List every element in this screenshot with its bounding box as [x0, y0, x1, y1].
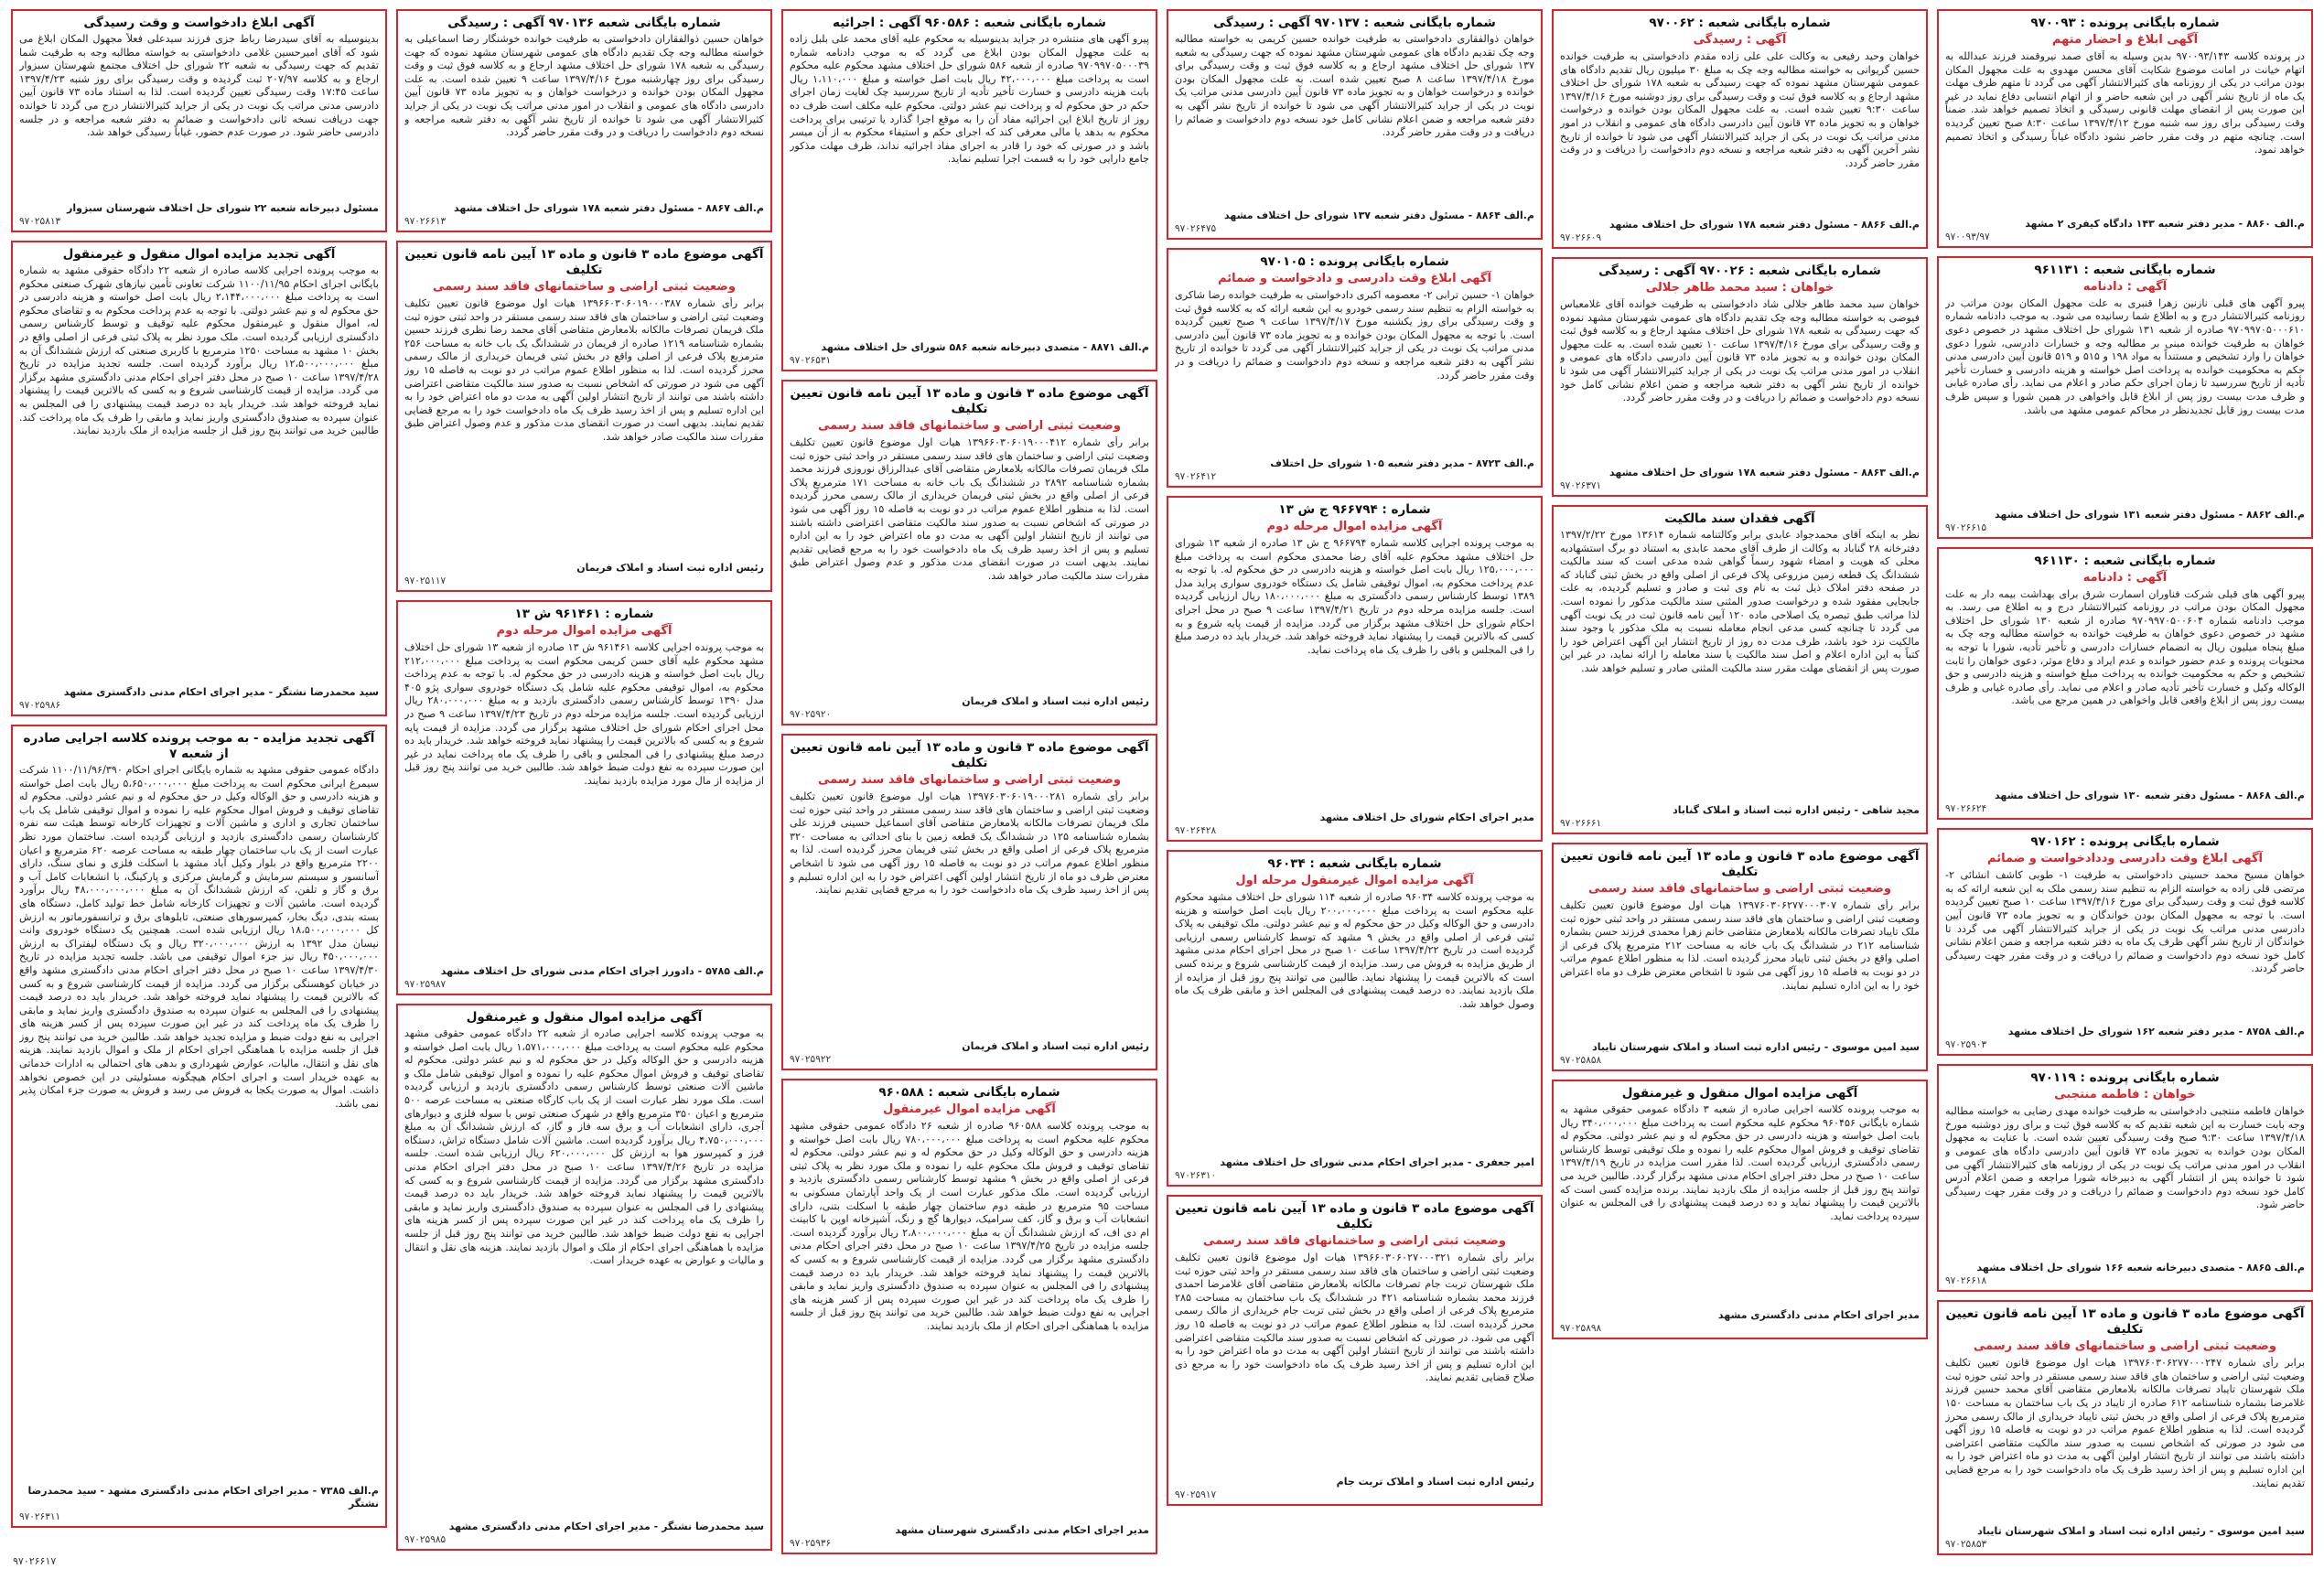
legal-notice [1937, 1300, 2313, 1555]
notice-code: ۹۷۰۲۶۶۱۸ [1945, 1275, 1987, 1287]
notice-code: ۹۷۰۲۶۴۷۵ [1175, 223, 1217, 234]
notice-code: ۹۷۰۲۶۶۱۳ [404, 216, 447, 227]
legal-notice [1937, 828, 2313, 1056]
notice-body: به موجب پرونده کلاسه ۹۶۰۵۸۸ صادره از شعبه ۲۶ دادگاه عمومی حقوقی مشهد محکوم علیه محکوم است به پرداخت مبلغ ۷۸۰،۰۰۰،۰۰۰ ریال بابت اصل خواسته و هزینه دادرسی و حق الوکاله وکیل در حق محکوم له و نیم عشر دولتی. محکوم له تقاضای توقیف و فروش ملک محکوم علیه را نموده و ملک مورد نظر به پلاک ثبتی فرعی از اصلی واقع در بخش ۹ مشهد توسط کارشناس رسمی دادگستری بازدید و ارزیابی گردیده است. ملک مذکور عبارت است از یک واحد آپارتمان مسکونی به مساحت ۹۵ مترمربع در طبقه دوم ساختمان چهار طبقه با اسکلت بتنی، دارای انشعابات آب و برق و گاز، کف سرامیک، دیوارها گچ و رنگ، آشپزخانه اوپن با کابینت ام دی اف، که ارزش ششدانگ آن به مبلغ ۲،۸۰۰،۰۰۰،۰۰۰ ریال برآورد گردیده است. جلسه مزایده در تاریخ ۱۳۹۷/۴/۲۵ ساعت ۱۰ صبح در محل دفتر اجرای احکام مدنی دادگستری مشهد برگزار می گردد. مزایده از قیمت کارشناسی شروع و به کسی که بالاترین قیمت را پیشنهاد نماید فروخته خواهد شد. خریدار باید ده درصد قیمت پیشنهادی را فی المجلس به عنوان سپرده به صندوق دادگستری واریز نماید و مابقی را ظرف یک ماه پرداخت کند در غیر این صورت سپرده پس از کسر هزینه های اجرایی به نفع دولت ضبط خواهد شد. طالبین خرید می توانند پنج روز قبل از جلسه مزایده با هماهنگی اجرای احکام از ملک بازدید نمایند. [790, 1120, 1149, 1332]
notice-subheading: وضعیت ثبتی اراضی و ساختمانهای فاقد سند رسمی [1203, 1234, 1506, 1248]
notice-code: ۹۷۰۲۵۹۲۲ [790, 1054, 832, 1065]
notice-columns [11, 9, 2313, 1555]
notice-signature: مدیر اجرای احکام مدنی دادگستری مشهد [1717, 1309, 1920, 1321]
notice-signature: م.الف ۸۸۶۸ - مسئول دفتر شعبه ۱۳۰ شورای حل اختلاف مشهد [1994, 790, 2305, 802]
notice-body: برابر رأی شماره ۱۳۹۶۶۰۳۰۶۰۱۹۰۰۰۴۱۲ هیات اول موضوع قانون تعیین تکلیف وضعیت ثبتی اراضی و ساختمان های فاقد سند رسمی مستقر در واحد ثبتی حوزه ثبت ملک فریمان تصرفات مالکانه بلامعارض متقاضی آقای عبدالرزاق نوروزی فرزند محمد بشماره شناسنامه ۲۸۹۲ در ششدانگ یک باب خانه به مساحت ۱۷۱ مترمربع پلاک فرعی از اصلی واقع در بخش ثبتی فریمان خریداری از مالک رسمی محرز گردیده است. لذا به منظور اطلاع عموم مراتب در دو نوبت به فاصله ۱۵ روز آگهی می شود در صورتی که اشخاص نسبت به صدور سند مالکیت متقاضی اعتراضی داشته باشند می توانند از تاریخ انتشار اولین آگهی به مدت دو ماه اعتراض خود را به این اداره تسلیم و پس از اخذ رسید ظرف یک ماه دادخواست خود را به مرجع قضایی تقدیم نمایند. بدیهی است در صورت انقضای مدت مذکور و عدم وصول اعتراض طبق مقررات سند مالکیت صادر خواهد شد. [790, 436, 1149, 582]
notice-body: پیرو آگهی های قبلی نازنین زهرا قنبری به علت مجهول المکان بودن مراتب در روزنامه کثیرالانتشار درج و به اطلاع شما رسانیده می شود. به موجب دادنامه شماره ۹۷۰۹۹۷۰۵۰۰۰۶۱۰ صادره از شعبه ۱۳۱ شورای حل اختلاف مشهد در خصوص دعوی خواهان به طرفیت خوانده مبنی بر مطالبه وجه و خسارات دادرسی، شورا دعوی خواهان را وارد تشخیص و مستنداً به مواد ۱۹۸ و ۵۱۵ و ۵۱۹ قانون آیین دادرسی مدنی حکم به محکومیت خوانده به پرداخت اصل خواسته و هزینه دادرسی و خسارت تأخیر تأدیه از تاریخ سررسید تا زمان اجرای حکم صادر و اعلام می نماید. رأی صادره غیابی و ظرف مدت بیست روز پس از ابلاغ قابل واخواهی در همین شورا و سپس ظرف مدت بیست روز قابل تجدیدنظر در محاکم عمومی مشهد می باشد. [1945, 296, 2305, 416]
notice-heading: شماره بایگانی شعبه ۹۷۰۱۳۶ آگهی : رسیدگی [447, 16, 721, 30]
notice-heading: آگهی موضوع ماده ۳ قانون و ماده ۱۳ آیین نامه قانون تعیین تکلیف [1945, 1306, 2305, 1338]
notice-code: ۹۷۰۲۵۸۱۳ [19, 216, 61, 227]
notice-heading: شماره بایگانی شعبه : ۹۶۱۱۳۰ [2034, 553, 2216, 568]
notice-heading: شماره بایگانی پرونده : ۹۷۰۱۶۲ [2030, 834, 2220, 850]
notice-code: ۹۷۰۲۵۹۸۵ [404, 1534, 447, 1545]
notice-signature: م.الف ۸۸۶۶ - مسئول دفتر شعبه ۱۷۸ شورای حل اختلاف مشهد [1609, 219, 1920, 231]
legal-notice [396, 600, 772, 995]
notice-body: برابر رأی شماره ۱۳۹۶۶۰۳۰۶۰۱۹۰۰۰۳۸۷ هیات اول موضوع قانون تعیین تکلیف وضعیت ثبتی اراضی و ساختمان های فاقد سند رسمی مستقر در واحد ثبتی حوزه ثبت ملک فریمان تصرفات مالکانه بلامعارض متقاضی آقای محمد رضا نظری فرزند حسین بشماره شناسنامه ۱۲۱۹ صادره از فریمان در ششدانگ یک باب خانه به مساحت ۲۵۶ مترمربع پلاک فرعی از اصلی واقع در بخش ثبتی فریمان خریداری از مالک رسمی محرز گردیده است. لذا به منظور اطلاع عموم مراتب در دو نوبت به فاصله ۱۵ روز آگهی می شود در صورتی که اشخاص نسبت به صدور سند مالکیت متقاضی اعتراضی داشته باشند می توانند از تاریخ انتشار اولین آگهی به مدت دو ماه اعتراض خود را به این اداره تسلیم و پس از اخذ رسید ظرف یک ماه دادخواست خود را به مرجع قضایی تقدیم نمایند. بدیهی است در صورت انقضای مدت مذکور و عدم وصول اعتراض طبق مقررات سند مالکیت صادر خواهد شد. [404, 297, 764, 443]
legal-notice [11, 725, 387, 1528]
notice-subheading: آگهی مزایده اموال مرحله دوم [1266, 520, 1443, 533]
notice-heading: شماره بایگانی پرونده : ۹۷۰۱۱۹ [2030, 1070, 2220, 1086]
legal-notice [396, 1004, 772, 1551]
notice-code: ۹۷۰۲۶۶۲۴ [1945, 803, 1987, 815]
notice-code: ۹۷۰۲۵۸۹۸ [1560, 1323, 1602, 1334]
notice-code: ۹۷۰۲۶۳۷۱ [1560, 480, 1602, 491]
notice-heading: آگهی تجدید مزایده - به موجب پرونده کلاسه اجرایی صادره از شعبه ۷ [23, 731, 375, 761]
notice-heading: آگهی فقدان سند مالکیت [1664, 511, 1815, 526]
notice-signature: رئیس اداره ثبت اسناد و املاک تربت جام [1336, 1476, 1534, 1488]
notice-body: خواهان مسیح محمد حسینی دادخواستی به طرفیت ۱- طوبی کاشف انشائی ۲- مرتضی قلی زاده به خواسته الزام به تنظیم سند رسمی ملک به این شعبه ارائه که به کلاسه فوق ثبت و وقت رسیدگی برای مورخ ۱۳۹۷/۴/۱۶ ساعت ۱۰ صبح تعیین گردیده است. با توجه به مجهول المکان بودن خواندگان و به تجویز ماده ۷۳ قانون آیین دادرسی مدنی مراتب یک نوبت در یکی از جراید کثیرالانتشار آگهی می گردد تا خواندگان از تاریخ نشر آگهی ظرف یک ماه به دفتر شعبه مراجعه و ضمن اعلام نشانی کامل خود نسخه دوم دادخواست و ضمائم را دریافت و در وقت مقرر جهت رسیدگی حاضر گردند. [1945, 869, 2305, 975]
legal-notice [781, 1079, 1157, 1554]
legal-notice [781, 734, 1157, 1070]
notice-heading: آگهی موضوع ماده ۳ قانون و ماده ۱۳ آیین نامه قانون تعیین تکلیف [790, 740, 1149, 770]
notice-heading: شماره : ۹۶۱۴۶۱ ش ۱۳ [514, 607, 654, 621]
notice-column [11, 9, 387, 1555]
notice-subheading: آگهی : رسیدگی [1693, 33, 1787, 47]
notice-code: ۹۷۰۲۶۶۶۱ [1560, 818, 1602, 829]
notice-body: برابر رأی شماره ۱۳۹۶۶۰۳۰۶۰۲۷۰۰۰۳۲۱ هیات اول موضوع قانون تعیین تکلیف وضعیت ثبتی اراضی و ساختمان های فاقد سند رسمی مستقر در واحد ثبتی حوزه ثبت ملک شهرستان تربت جام تصرفات مالکانه بلامعارض متقاضی آقای غلامرضا احمدی فرزند محمد بشماره شناسنامه ۴۲۱ در ششدانگ یک باب ساختمان به مساحت ۲۸۵ مترمربع پلاک فرعی از اصلی واقع در بخش ثبتی تربت جام خریداری از مالک رسمی محرز گردیده است. لذا به منظور اطلاع عموم مراتب در دو نوبت به فاصله ۱۵ روز آگهی می شود. در صورتی که اشخاص نسبت به صدور سند مالکیت متقاضی اعتراضی داشته باشند می توانند از تاریخ انتشار اولین آگهی به مدت دو ماه اعتراض خود را به این اداره تسلیم و پس از اخذ رسید ظرف یک ماه دادخواست خود را به مرجع ذی صلاح قضایی تقدیم نمایند. [1175, 1252, 1534, 1384]
notice-body: در پرونده کلاسه ۹۷۰۰۹۳/۱۴۳ بدین وسیله به آقای صمد نیروقمند فرزند عبدالله به اتهام خیانت در امانت موضوع شکایت آقای محسن مهدوی به علت مجهول المکان بودن مراتب در یکی از روزنامه های کثیرالانتشار آگهی می گردد تا متهم ظرف مهلت یک ماه از تاریخ نشر آگهی در این شعبه حاضر و از اتهام انتسابی دفاع نماید در غیر این صورت پس از انقضای مهلت قانونی رسیدگی و اتخاذ تصمیم خواهد شد. ضمناً وقت رسیدگی برای روز سه شنبه مورخ ۱۳۹۷/۴/۱۲ ساعت ۸:۳۰ صبح تعیین گردیده است. چنانچه متهم در وقت مقرر حاضر نشود دادگاه غیاباً رسیدگی و اتخاذ تصمیم خواهد نمود. [1945, 50, 2305, 156]
notice-signature: سید امین موسوی - رئیس اداره ثبت اسناد و املاک شهرستان تایباد [1592, 1041, 1920, 1053]
notice-heading: شماره : ۹۶۶۷۹۴ ج ش ۱۳ [1278, 502, 1431, 517]
notice-signature: م.الف ۸۷۲۳ - مدیر دفتر شعبه ۱۰۵ شورای حل اختلاف [1270, 457, 1534, 469]
notice-code: ۹۷۰۲۵۸۵۸ [1560, 1055, 1602, 1066]
notice-heading: آگهی موضوع ماده ۳ قانون و ماده ۱۳ آیین نامه قانون تعیین تکلیف [790, 386, 1149, 416]
legal-notice [1167, 850, 1543, 1187]
notice-heading: آگهی ابلاغ دادخواست و وقت رسیدگی [83, 16, 315, 30]
notice-subheading: آگهی ابلاغ و احضار متهم [2051, 33, 2199, 47]
notice-heading: شماره بایگانی شعبه : ۹۶۰۵۸۸ [878, 1085, 1060, 1100]
notice-subheading: وضعیت ثبتی اراضی و ساختمانهای فاقد سند رسمی [818, 773, 1121, 787]
notice-body: به موجب پرونده کلاسه اجرایی صادره از شعبه ۲۲ دادگاه عمومی حقوقی مشهد محکوم علیه محکوم است به پرداخت مبلغ ۱،۵۷۱،۰۰۰،۰۰۰ ریال بابت اصل خواسته و هزینه دادرسی و حق الوکاله وکیل در حق محکوم له و نیم عشر دولتی. محکوم له تقاضای توقیف و فروش اموال محکوم علیه را نموده و اموال توقیفی شامل ملک و ماشین آلات صنعتی توسط کارشناس رسمی دادگستری بازدید و ارزیابی گردیده است. ملک مورد نظر عبارت است از یک باب کارگاه صنعتی به مساحت عرصه ۵۰۰ مترمربع و اعیان ۳۵۰ مترمربع واقع در شهرک صنعتی توس با سوله فلزی و دیوارهای آجری، دارای انشعابات آب و برق سه فاز و گاز، که ارزش ششدانگ آن به مبلغ ۴،۷۵۰،۰۰۰،۰۰۰ ریال برآورد گردیده است. ماشین آلات شامل دستگاه تراش، دستگاه فرز و کمپرسور هوا به ارزش کل ۶۲۰،۰۰۰،۰۰۰ ریال ارزیابی شده است. جلسه مزایده در تاریخ ۱۳۹۷/۴/۲۶ ساعت ۱۰ صبح در محل دفتر اجرای احکام مدنی دادگستری مشهد برگزار می گردد. مزایده از قیمت کارشناسی شروع و به کسی که بالاترین قیمت را پیشنهاد نماید فروخته خواهد شد. خریدار باید ده درصد قیمت پیشنهادی را فی المجلس به عنوان سپرده به صندوق دادگستری واریز نماید و مابقی را ظرف یک ماه پرداخت کند در غیر این صورت سپرده پس از کسر هزینه های اجرایی به نفع دولت ضبط خواهد شد. طالبین خرید می توانند پنج روز قبل از جلسه مزایده با هماهنگی اجرای احکام از ملک و اموال بازدید نمایند. هزینه های نقل و انتقال و مالیات و عوارض به عهده خریدار است. [404, 1027, 764, 1267]
notice-signature: مسئول دبیرخانه شعبه ۲۲ شورای حل اختلاف شهرستان سبزوار [67, 202, 379, 214]
notice-code: ۹۷۰۲۵۱۱۷ [404, 575, 447, 586]
notice-subheading: آگهی : دادنامه [2082, 570, 2168, 585]
legal-notice [1167, 496, 1543, 842]
notice-signature: م.الف ۸۸۷۱ - متصدی دبیرخانه شعبه ۵۸۶ شورای حل اختلاف مشهد [821, 341, 1149, 353]
legal-notice [1552, 1080, 1928, 1339]
legal-notice [396, 241, 772, 592]
notice-heading: آگهی موضوع ماده ۳ قانون و ماده ۱۳ آیین نامه قانون تعیین تکلیف [1560, 849, 1920, 879]
notice-body: به موجب پرونده کلاسه ۹۶۰۳۴ صادره از شعبه ۱۱۴ شورای حل اختلاف مشهد محکوم علیه محکوم است به پرداخت مبلغ ۲۰۰،۰۰۰،۰۰۰ ریال بابت اصل خواسته و هزینه دادرسی و حق الوکاله وکیل در حق محکوم له و نیم عشر دولتی. ملک توقیفی به پلاک ثبتی فرعی از اصلی واقع در بخش ۹ مشهد که توسط کارشناس رسمی ارزیابی گردیده است در تاریخ ۱۳۹۷/۴/۲۲ ساعت ۱۰ صبح در محل اجرای احکام مدنی مشهد از طریق مزایده به فروش می رسد. مزایده از قیمت کارشناسی شروع و برنده کسی است که بالاترین قیمت را پیشنهاد نماید. طالبین می توانند پنج روز قبل از مزایده از ملک بازدید نمایند. ده درصد قیمت پیشنهادی فی المجلس اخذ و مابقی ظرف یک ماه وصول خواهد شد. [1175, 891, 1534, 1010]
notice-column [1167, 9, 1543, 1555]
notice-body: برابر رأی شماره ۱۳۹۷۶۰۳۰۶۲۷۷۰۰۰۲۴۷ هیات اول موضوع قانون تعیین تکلیف وضعیت ثبتی اراضی و ساختمان های فاقد سند رسمی مستقر در واحد ثبتی حوزه ثبت ملک شهرستان تایباد تصرفات مالکانه بلامعارض متقاضی آقای محمد حسین فرزند غلامرضا بشماره شناسنامه ۶۱۲ صادره از تایباد در یک باب ساختمان به مساحت ۱۵۰ مترمربع پلاک فرعی از اصلی واقع در بخش ثبتی تایباد خریداری از مالک رسمی محرز گردیده است. لذا به منظور اطلاع عموم مراتب در دو نوبت به فاصله ۱۵ روز آگهی می شود در صورتی که اشخاص نسبت به صدور سند مالکیت متقاضی اعتراضی داشته باشند می توانند از تاریخ انتشار اولین آگهی به مدت دو ماه اعتراض خود را به این اداره تسلیم و پس از اخذ رسید ظرف یک ماه دادخواست خود را به مرجع قضایی تقدیم نمایند. [1945, 1357, 2305, 1489]
notice-column [1552, 9, 1928, 1555]
notice-heading: شماره بایگانی شعبه : ۹۷۰۰۶۲ [1649, 16, 1831, 30]
notice-signature: م.الف ۸۸۶۰ - مدیر دفتر شعبه ۱۴۳ دادگاه کیفری ۲ مشهد [2025, 217, 2305, 230]
notice-body: بدینوسیله به آقای سیدرضا رباط جزی فرزند سیدعلی فعلاً مجهول المکان ابلاغ می شود که آقای امیرحسین غلامی دادخواستی به خواسته مطالبه وجه به طرفیت شما تقدیم که جهت رسیدگی به شعبه ۲۲ شورای حل اختلاف مجتمع شهرستان سبزوار ارجاع و به کلاسه ۲۰۷/۹۷ ثبت گردیده و وقت رسیدگی برای روز شنبه ۱۳۹۷/۴/۲۳ ساعت ۱۷:۴۵ وقت رسیدگی تعیین گردیده است. لذا به استناد ماده ۷۳ قانون آیین دادرسی مدنی مراتب یک نوبت در یکی از جراید کثیرالانتشار درج می گردد تا خوانده جهت دریافت نسخه ثانی دادخواست و ضمائم به دفتر شعبه مراجعه و در جلسه دادرسی حاضر شود. در صورت عدم حضور، غیاباً رسیدگی خواهد شد. [19, 33, 379, 139]
notice-subheading: آگهی مزایده اموال غیرمنقول مرحله اول [1235, 874, 1474, 887]
notice-signature: م.الف ۸۷۵۸ - مدیر دفتر شعبه ۱۶۲ شورای حل اختلاف مشهد [2007, 1026, 2305, 1038]
notice-body: خواهان ۱- حسین ترابی ۲- معصومه اکبری دادخواستی به طرفیت خوانده رضا شاکری به خواسته الزام به تنظیم سند رسمی خودرو به این شعبه ارائه که به کلاسه فوق ثبت و وقت رسیدگی برای روز یکشنبه مورخ ۱۳۹۷/۴/۱۷ ساعت ۹ صبح تعیین گردیده است. با توجه به مجهول المکان بودن خوانده و به تجویز ماده ۷۳ قانون آیین دادرسی مدنی مراتب یک نوبت در یکی از جراید کثیرالانتشار آگهی می گردد تا خوانده از تاریخ نشر آگهی به دفتر شعبه مراجعه و نسخه دوم دادخواست و ضمائم را دریافت و در وقت مقرر حاضر گردد. [1175, 289, 1534, 382]
notice-code: ۹۷۰۲۵۹۲۰ [790, 709, 832, 720]
notice-body: برابر رأی شماره ۱۳۹۷۶۰۳۰۶۲۷۷۰۰۰۳۰۷ هیات اول موضوع قانون تعیین تکلیف وضعیت ثبتی اراضی و ساختمان های فاقد سند رسمی مستقر در واحد ثبتی حوزه ثبت ملک تایباد تصرفات مالکانه بلامعارض متقاضی خانم زهرا محمدی فرزند حسن بشماره شناسنامه ۲۱۲ در ششدانگ یک باب خانه به مساحت ۲۱۲ مترمربع پلاک فرعی از اصلی واقع در بخش ثبتی تایباد محرز گردیده است. لذا به منظور اطلاع عموم مراتب در دو نوبت به فاصله ۱۵ روز آگهی می شود تا اشخاص معترض ظرف دو ماه اعتراض خود را به این اداره تسلیم نمایند. [1560, 899, 1920, 992]
legal-notice [1552, 257, 1928, 497]
notice-code: ۹۷۰۲۵۹۱۷ [1175, 1489, 1217, 1500]
notice-signature: م.الف ۸۸۶۵ - متصدی دبیرخانه شعبه ۱۶۶ شورای حل اختلاف مشهد [1976, 1262, 2305, 1274]
notice-signature: مدیر اجرای احکام شورای حل اختلاف مشهد [1319, 811, 1534, 823]
notice-column [396, 9, 772, 1555]
notice-code: ۹۷۰۲۶۳۱۰ [1175, 1170, 1217, 1181]
notice-signature: امیر جعفری - مدیر اجرای احکام مدنی شورای حل اختلاف مشهد [1220, 1156, 1534, 1168]
legal-notice [1937, 256, 2313, 539]
notice-signature: م.الف ۷۳۸۵ - مدیر اجرای احکام مدنی دادگستری مشهد - سید محمدرضا نشتگر [27, 1485, 379, 1510]
notice-subheading: آگهی مزایده اموال مرحله دوم [496, 624, 672, 638]
notice-signature: رئیس اداره ثبت اسناد و املاک فریمان [962, 1040, 1149, 1052]
notice-code: ۹۷۰۲۶۴۱۲ [1175, 471, 1217, 482]
notice-signature: م.الف ۸۸۶۳ - مسئول دفتر شعبه ۱۷۸ شورای حل اختلاف مشهد [1609, 467, 1920, 478]
notice-body: پیرو آگهی های منتشره در جراید بدینوسیله به محکوم علیه آقای محمد علی بلبل زاده به علت مجهول المکان بودن ابلاغ می گردد که به موجب دادنامه شماره ۹۷۰۹۹۷۰۵۰۰۰۳۹ صادره از شعبه ۵۸۶ شورای حل اختلاف مشهد محکوم علیه محکوم است به پرداخت مبلغ ۴۲،۰۰۰،۰۰۰ ریال بابت اصل خواسته و مبلغ ۱،۱۱۰،۰۰۰ ریال بابت هزینه دادرسی و خسارت تأخیر تأدیه از تاریخ سررسید چک لغایت زمان اجرای حکم در حق محکوم له و پرداخت نیم عشر دولتی. محکوم علیه مکلف است ظرف ده روز از تاریخ ابلاغ این اجرائیه مفاد آن را به موقع اجرا گذارد یا ترتیبی برای پرداخت محکوم به بدهد یا مالی معرفی کند که اجرای حکم و استیفاء محکوم به از آن میسر باشد و در صورتی که خود را قادر به اجرای مفاد اجرائیه نداند، ظرف مهلت مذکور جامع دارایی خود را به قسمت اجرا تسلیم نماید. [790, 33, 1149, 166]
notice-subheading: آگهی ابلاغ وقت دادرسی و دادخواست و ضمائم [1218, 272, 1491, 285]
notice-code: ۹۷۰۰۹۳/۹۷ [1945, 231, 1990, 242]
notice-subheading: وضعیت ثبتی اراضی و ساختمانهای فاقد سند رسمی [818, 419, 1121, 433]
notice-code: ۹۷۰۲۶۵۳۱ [790, 355, 832, 366]
notice-heading: آگهی تجدید مزایده اموال منقول و غیرمنقول [62, 247, 336, 262]
legal-notice [1167, 248, 1543, 488]
notice-body: خواهان فاطمه منتجبی دادخواستی به طرفیت خوانده مهدی رضایی به خواسته مطالبه وجه بابت خسارت به این شعبه تقدیم که به کلاسه فوق ثبت و برای روز دوشنبه مورخ ۱۳۹۷/۴/۱۸ ساعت ۹:۳۰ صبح وقت رسیدگی تعیین شده است. با عنایت به مجهول المکان بودن خوانده به تجویز ماده ۷۳ قانون آیین دادرسی دادگاه های عمومی و انقلاب در امور مدنی مراتب یک نوبت در یکی از روزنامه های کثیرالانتشار آگهی می شود تا خوانده پس از انتشار آگهی به دبیرخانه شورا مراجعه و ضمن اعلام آدرس کامل خود نسخه دوم دادخواست و ضمائم را دریافت و در وقت مقرر جهت رسیدگی حاضر شود. [1945, 1105, 2305, 1211]
notice-body: پیرو آگهی های قبلی شرکت فناوران اسمارت شرق برای بهداشت بیمه دار به علت مجهول المکان بودن مراتب در روزنامه کثیرالانتشار درج و به اطلاع می رسد. به موجب دادنامه شماره ۹۷۰۹۹۷۰۵۰۰۶۰۴ صادره از شعبه ۱۳۰ شورای حل اختلاف مشهد در خصوص دعوی خواهان به طرفیت خوانده به خواسته مطالبه وجه چک به مبلغ پنجاه میلیون ریال به انضمام خسارات دادرسی و تأخیر تأدیه، شورا با توجه به محتویات پرونده و عدم حضور خوانده و عدم ایراد و دفاع موثر، دعوی خواهان را ثابت تشخیص و حکم به محکومیت خوانده به پرداخت مبلغ خواسته و هزینه دادرسی و حق الوکاله وکیل و خسارت تأخیر تأدیه صادر و اعلام می نماید. رأی صادره غیابی و ظرف بیست روز پس از ابلاغ واقعی قابل واخواهی در همین مرجع می باشد. [1945, 587, 2305, 707]
notice-code: ۹۷۰۲۵۸۵۳ [1945, 1539, 1987, 1550]
notice-body: به موجب پرونده اجرایی کلاسه صادره از شعبه ۲۲ دادگاه حقوقی مشهد به شماره بایگانی اجرای احکام ۱۱۰۰/۱۱/۹۵ شرکت تعاونی تأمین نیازهای شهرک صنعتی محکوم است به پرداخت مبلغ ۲،۱۴۴،۰۰۰،۰۰۰ ریال بابت اصل خواسته و هزینه دادرسی در حق محکوم له و نیم عشر دولتی. با توجه به عدم پرداخت محکوم به و تقاضای محکوم له، اموال منقول و غیرمنقول محکوم علیه توقیف و توسط کارشناس رسمی دادگستری ارزیابی گردیده است. ملک مورد نظر به پلاک ثبتی فرعی از اصلی واقع در بخش ۱۰ مشهد به مساحت ۱۲۵۰ مترمربع با کاربری صنعتی که ارزش ششدانگ آن به مبلغ ۱۲،۵۰۰،۰۰۰،۰۰۰ ریال برآورد گردیده است. جلسه تجدید مزایده در تاریخ ۱۳۹۷/۴/۲۸ ساعت ۱۰ صبح در محل دفتر اجرای احکام مدنی دادگستری مشهد برگزار می گردد. مزایده از قیمت کارشناسی شروع و به کسی که بالاترین قیمت را پیشنهاد نماید فروخته خواهد شد. خریدار باید ده درصد قیمت پیشنهادی را فی المجلس به عنوان سپرده به صندوق دادگستری واریز نماید و مابقی را ظرف یک ماه پرداخت کند. طالبین خرید می توانند پنج روز قبل از جلسه مزایده از ملک بازدید نمایند. [19, 264, 379, 437]
notice-body: دادگاه عمومی حقوقی مشهد به شماره بایگانی اجرای احکام ۱۱۰۰/۱۱/۹۶/۳۹۰ شرکت سیمرغ ایرانی محکوم است به پرداخت مبلغ ۵،۶۵۰،۰۰۰،۰۰۰ ریال بابت اصل خواسته و هزینه دادرسی و حق الوکاله وکیل در حق محکوم له و نیم عشر دولتی. محکوم له تقاضای توقیف و فروش اموال محکوم علیه را نموده و اموال توقیفی شامل یک باب ساختمان تجاری و اداری و ماشین آلات و تجهیزات کارخانه توسط هیئت سه نفره کارشناسان رسمی دادگستری بازدید و ارزیابی گردیده است. ساختمان مورد نظر عبارت است از یک باب ساختمان چهار طبقه به مساحت عرصه ۶۲۰ مترمربع و اعیان ۲۲۰۰ مترمربع واقع در بلوار وکیل آباد مشهد با اسکلت فلزی و نمای سنگ، دارای آسانسور و سیستم سرمایش و گرمایش مرکزی و پارکینگ، با انشعابات کامل آب و برق و گاز و تلفن، که ارزش ششدانگ آن به مبلغ ۴۸،۰۰۰،۰۰۰،۰۰۰ ریال برآورد گردیده است. ماشین آلات و تجهیزات کارخانه شامل خط تولید کامل، دستگاه های بسته بندی، دیگ بخار، کمپرسورهای صنعتی، تابلوهای برق و ترانسفورماتور به ارزش کل ۱۸،۵۰۰،۰۰۰،۰۰۰ ریال ارزیابی شده است. همچنین یک دستگاه خودروی وانت نیسان مدل ۱۳۹۲ به ارزش ۳۲۰،۰۰۰،۰۰۰ ریال و یک دستگاه لیفتراک به ارزش ۴۵۰،۰۰۰،۰۰۰ ریال نیز جزء اموال توقیفی می باشد. جلسه تجدید مزایده در تاریخ ۱۳۹۷/۴/۳۰ ساعت ۱۰ صبح در محل دفتر اجرای احکام مدنی دادگستری مشهد واقع در خیابان کوهسنگی برگزار می گردد. مزایده از قیمت کارشناسی شروع و به کسی که بالاترین قیمت را پیشنهاد نماید فروخته خواهد شد. خریدار باید ده درصد قیمت پیشنهادی را فی المجلس به عنوان سپرده به صندوق دادگستری واریز نماید و مابقی را ظرف یک ماه پرداخت کند در غیر این صورت سپرده پس از کسر هزینه های اجرایی به نفع دولت ضبط و مزایده تجدید خواهد شد. طالبین خرید می توانند پنج روز قبل از جلسه مزایده با هماهنگی اجرای احکام از ملک و اموال بازدید نمایند. هزینه های نقل و انتقال، مالیات، عوارض شهرداری و بدهی های احتمالی به ادارات خدماتی به عهده خریدار است و اجرای احکام هیچگونه مسئولیتی در این خصوص نخواهد داشت. اموال به صورت یکجا به فروش می رسد و فروش به صورت جزء امکان پذیر نمی باشد. [19, 764, 379, 1110]
legal-notice [11, 241, 387, 716]
legal-notice [781, 9, 1157, 371]
legal-notice [1552, 9, 1928, 249]
notice-subheading: وضعیت ثبتی اراضی و ساختمانهای فاقد سند رسمی [433, 280, 736, 294]
notice-signature: رئیس اداره ثبت اسناد و املاک فریمان [576, 562, 764, 574]
notice-signature: م.الف ۵۷۸۵ - دادورز اجرای احکام مدنی شورای حل اختلاف مشهد [440, 965, 764, 977]
notice-heading: شماره بایگانی پرونده : ۹۷۰۰۹۳ [2030, 16, 2220, 30]
notice-code: ۹۷۰۲۶۶۰۹ [1560, 232, 1602, 243]
notice-body: به موجب پرونده اجرایی کلاسه شماره ۹۶۶۷۹۴ ج ش ۱۳ صادره از شعبه ۱۳ شورای حل اختلاف مشهد محکوم علیه آقای رضا محمدی محکوم است به پرداخت مبلغ ۱۲۵،۰۰۰،۰۰۰ ریال بابت اصل خواسته و هزینه دادرسی در حق محکوم له. با توجه به عدم پرداخت محکوم به، اموال توقیفی شامل یک دستگاه خودروی سواری پراید مدل ۱۳۸۹ توسط کارشناس رسمی دادگستری به مبلغ ۱۸۰،۰۰۰،۰۰۰ ریال ارزیابی گردیده است. جلسه مزایده مرحله دوم در تاریخ ۱۳۹۷/۴/۲۱ ساعت ۹ صبح در محل اجرای احکام شورای حل اختلاف مشهد برگزار می گردد. مزایده از قیمت پایه شروع و به کسی که بالاترین قیمت را پیشنهاد نماید فروخته خواهد شد. خریدار باید ده درصد مبلغ را فی المجلس و باقی را ظرف یک ماه پرداخت نماید. [1175, 537, 1534, 656]
notice-code: ۹۷۰۲۶۳۱۱ [19, 1511, 61, 1522]
notice-signature: مجید شاهی - رئیس اداره ثبت اسناد و املاک گناباد [1673, 804, 1920, 816]
legal-notice [1937, 9, 2313, 248]
legal-notice [1937, 547, 2313, 821]
notice-code: ۹۷۰۲۵۹۸۶ [19, 700, 61, 711]
legal-notice [11, 9, 387, 232]
notice-subheading: آگهی مزایده اموال غیرمنقول [883, 1102, 1056, 1116]
notice-column [1937, 9, 2313, 1555]
notice-signature: م.الف ۸۸۶۴ - مسئول دفتر شعبه ۱۳۷ شورای حل اختلاف مشهد [1223, 210, 1534, 221]
notice-code: ۹۷۰۲۵۹۸۷ [404, 979, 447, 990]
notice-subheading: آگهی : دادنامه [2082, 279, 2168, 294]
notice-body: خواهان ذوالفقاری دادخواستی به طرفیت خوانده حسین کریمی به خواسته مطالبه وجه چک تقدیم دادگاه های عمومی شهرستان مشهد نموده که جهت رسیدگی به شعبه ۱۳۷ شورای حل اختلاف مشهد ارجاع و به کلاسه فوق ثبت و وقت رسیدگی برای مورخ ۱۳۹۷/۴/۱۸ ساعت ۸ صبح تعیین شده است. به علت مجهول المکان بودن خوانده و درخواست خواهان و به تجویز ماده ۷۳ قانون آیین دادرسی مدنی مراتب یک نوبت در یکی از جراید کثیرالانتشار آگهی می شود تا خوانده از تاریخ نشر آگهی به دفتر شعبه مراجعه و ضمن اعلام نشانی کامل خود نسخه دوم دادخواست و ضمائم را دریافت و در وقت مقرر حاضر گردد. [1175, 33, 1534, 139]
notice-heading: شماره بایگانی شعبه : ۹۷۰۱۳۷ آگهی : رسیدگی [1213, 16, 1496, 30]
notice-column [781, 9, 1157, 1555]
notice-subheading: خواهان : فاطمه منتجبی [2054, 1088, 2196, 1102]
notice-signature: سید محمدرضا نشتگر - مدیر اجرای احکام مدنی دادگستری مشهد [63, 686, 379, 698]
notice-heading: آگهی موضوع ماده ۳ قانون و ماده ۱۳ آیین نامه قانون تعیین تکلیف [404, 247, 764, 277]
notice-heading: آگهی موضوع ماده ۳ قانون و ماده ۱۳ آیین نامه قانون تعیین تکلیف [1175, 1201, 1534, 1231]
notice-heading: شماره بایگانی شعبه : ۹۷۰۰۲۶ آگهی : رسیدگی [1598, 263, 1881, 278]
notice-subheading: آگهی ابلاغ وقت دادرسی وددادخواست و ضمائم [1987, 852, 2263, 866]
notice-body: به موجب پرونده اجرایی کلاسه ۹۶۱۴۶۱ ش ۱۳ صادره از شعبه ۱۳ شورای حل اختلاف مشهد محکوم علیه آقای حسن کریمی محکوم است به پرداخت مبلغ ۲۱۲،۰۰۰،۰۰۰ ریال بابت اصل خواسته و هزینه دادرسی در حق محکوم له. با توجه به عدم پرداخت محکوم به، اموال توقیفی محکوم علیه شامل یک دستگاه خودروی سواری پژو ۴۰۵ مدل ۱۳۹۰ توسط کارشناس رسمی دادگستری بازدید و به مبلغ ۲۸۰،۰۰۰،۰۰۰ ریال ارزیابی گردیده است. جلسه مزایده مرحله دوم در تاریخ ۱۳۹۷/۴/۲۳ ساعت ۹ صبح در محل اجرای احکام شورای حل اختلاف مشهد برگزار می گردد. مزایده از قیمت پایه شروع و به کسی که بالاترین قیمت را پیشنهاد نماید فروخته خواهد شد. خریدار باید ده درصد مبلغ پیشنهادی را فی المجلس و باقی را ظرف یک ماه پرداخت نماید در غیر این صورت سپرده به نفع دولت ضبط خواهد شد. طالبین خرید می توانند پنج روز قبل از مزایده از مال مورد مزایده بازدید نمایند. [404, 641, 764, 787]
footer-code: ۹۷۰۲۶۶۱۷ [13, 1555, 57, 1567]
notice-signature: سید محمدرضا نشتگر - مدیر اجرای احکام مدنی دادگستری مشهد [448, 1521, 764, 1532]
notice-body: خواهان سید محمد طاهر جلالی شاد دادخواستی به طرفیت خوانده آقای غلامعباس فیوضی به خواسته مطالبه وجه چک تقدیم دادگاه های عمومی شهرستان مشهد نموده که جهت رسیدگی به شعبه ۱۷۸ شورای حل اختلاف مشهد ارجاع و به کلاسه فوق ثبت و وقت رسیدگی برای مورخ ۱۳۹۷/۴/۱۶ ساعت ۱۰ تعیین شده است. به علت مجهول المکان بودن خوانده و به تجویز ماده ۷۳ قانون آیین دادرسی دادگاه های عمومی و انقلاب در امور مدنی مراتب یک نوبت در یکی از جراید کثیرالانتشار آگهی می شود تا خوانده از تاریخ نشر آگهی به دفتر شعبه مراجعه و ضمن اعلام نشانی کامل خود نسخه دوم دادخواست و ضمائم را دریافت و در وقت مقرر حاضر گردد. [1560, 298, 1920, 404]
legal-notice [1167, 9, 1543, 240]
notice-code: ۹۷۰۲۶۴۲۸ [1175, 825, 1217, 836]
legal-notice [1167, 1195, 1543, 1506]
notice-body: خواهان حسین ذوالفقاران دادخواستی به طرفیت خوانده خوشنگار رضا اسماعیلی به خواسته مطالبه وجه چک تقدیم دادگاه های عمومی شهرستان مشهد نموده که جهت رسیدگی به شعبه ۱۷۸ شورای حل اختلاف مشهد ارجاع و به کلاسه فوق ثبت و وقت رسیدگی برای روز چهارشنبه مورخ ۱۳۹۷/۴/۱۶ ساعت ۹ تعیین شده است. به علت مجهول المکان بودن خوانده و درخواست خواهان و به تجویز ماده ۷۳ قانون آیین دادرسی دادگاه های عمومی و انقلاب در امور مدنی مراتب یک نوبت در یکی از جراید کثیرالانتشار آگهی می شود تا خوانده از تاریخ نشر آگهی به دفتر شعبه مراجعه و نسخه دوم دادخواست را دریافت و در وقت مقرر حاضر گردد. [404, 33, 764, 139]
notice-body: نظر به اینکه آقای محمدجواد عابدی برابر وکالتنامه شماره ۱۳۶۱۴ مورخ ۱۳۹۷/۲/۲۲ دفترخانه ۲۸ گناباد به وکالت از طرف آقای محمد عابدی به استناد دو برگ استشهادیه محلی که هویت و امضاء شهود رسماً گواهی شده مدعی است که سند مالکیت ششدانگ یک قطعه زمین مزروعی پلاک فرعی از اصلی واقع در بخش ثبتی گناباد که در صفحه دفتر املاک ذیل ثبت به نام وی ثبت و صادر و تسلیم گردیده، به علت جابجایی مفقود شده و درخواست صدور المثنی سند مالکیت مذکور را نموده است. لذا مراتب طبق تبصره یک اصلاحی ماده ۱۲۰ آیین نامه قانون ثبت در یک نوبت آگهی می گردد تا چنانچه کسی مدعی انجام معامله نسبت به ملک مذکور یا وجود سند مالکیت نزد خود باشد، ظرف مدت ده روز از تاریخ انتشار این آگهی اعتراض خود را کتباً به این اداره اعلام و اصل سند مالکیت یا سند معامله را ارائه نماید، در غیر این صورت پس از انقضای مهلت مقرر سند مالکیت المثنی صادر و تسلیم خواهد شد. [1560, 529, 1920, 674]
notice-body: برابر رأی شماره ۱۳۹۷۶۰۳۰۶۰۱۹۰۰۰۲۸۱ هیات اول موضوع قانون تعیین تکلیف وضعیت ثبتی اراضی و ساختمان های فاقد سند رسمی مستقر در واحد ثبتی حوزه ثبت ملک فریمان تصرفات مالکانه بلامعارض متقاضی آقای اسماعیل حسینی فرزند علی بشماره شناسنامه ۱۲۵ در ششدانگ یک قطعه زمین با بنای احداثی به مساحت ۳۲۰ مترمربع پلاک فرعی از اصلی واقع در بخش ثبتی فریمان محرز گردیده است. لذا به منظور اطلاع عموم مراتب در دو نوبت به فاصله ۱۵ روز آگهی می شود تا اشخاص معترض ظرف دو ماه از تاریخ انتشار اولین آگهی اعتراض خود را به این اداره تسلیم و پس از اخذ رسید ظرف یک ماه دادخواست خود را به مرجع قضایی تقدیم نمایند. [790, 790, 1149, 897]
notice-subheading: وضعیت ثبتی اراضی و ساختمانهای فاقد سند رسمی [1588, 882, 1891, 896]
notice-signature: سید امین موسوی - رئیس اداره ثبت اسناد و املاک شهرستان تایباد [1977, 1525, 2305, 1537]
notice-body: خواهان وحید رفیعی به وکالت علی علی زاده مقدم دادخواستی به طرفیت خوانده حسین گریوانی به خواسته مطالبه وجه چک به مبلغ ۳۰ میلیون ریال تقدیم دادگاه های عمومی شهرستان مشهد نموده که جهت رسیدگی به شعبه ۱۷۸ شورای حل اختلاف مشهد ارجاع و به کلاسه فوق ثبت و وقت رسیدگی برای روز دوشنبه مورخ ۱۳۹۷/۴/۱۶ ساعت ۹:۳۰ تعیین شده است. به علت مجهول المکان بودن خوانده و درخواست خواهان و به تجویز ماده ۷۳ قانون آیین دادرسی دادگاه های عمومی و انقلاب در امور مدنی مراتب یک نوبت در یکی از جراید کثیرالانتشار آگهی می شود تا خوانده از تاریخ نشر آخرین آگهی به دفتر شعبه مراجعه و نسخه دوم دادخواست را دریافت و در وقت مقرر حاضر گردد. [1560, 50, 1920, 169]
notice-heading: شماره بایگانی شعبه : ۹۶۰۵۸۶ آگهی : اجرائیه [833, 16, 1106, 30]
legal-notice [396, 9, 772, 232]
legal-notice [781, 380, 1157, 725]
legal-notice [1552, 843, 1928, 1071]
notice-code: ۹۷۰۲۵۹۳۶ [790, 1538, 832, 1549]
notice-heading: آگهی مزایده اموال منقول و غیرمنقول [1621, 1086, 1858, 1101]
notice-subheading: وضعیت ثبتی اراضی و ساختمانهای فاقد سند رسمی [1974, 1339, 2276, 1354]
notice-heading: شماره بایگانی شعبه : ۹۶۱۱۳۱ [2034, 262, 2216, 277]
notice-heading: شماره بایگانی شعبه : ۹۶۰۳۴ [1267, 856, 1442, 871]
notice-signature: مدیر اجرای احکام مدنی دادگستری شهرستان مشهد [895, 1524, 1149, 1536]
legal-notice [1552, 505, 1928, 834]
notice-code: ۹۷۰۲۵۹۰۳ [1945, 1039, 1987, 1051]
notice-signature: م.الف ۸۸۶۷ - مسئول دفتر شعبه ۱۷۸ شورای حل اختلاف مشهد [453, 202, 764, 214]
notice-code: ۹۷۰۲۶۶۱۵ [1945, 521, 1987, 533]
legal-notice [1937, 1064, 2313, 1292]
notice-body: به موجب پرونده کلاسه اجرایی صادره از شعبه ۳ دادگاه عمومی حقوقی مشهد به شماره بایگانی ۹۶۰۴۵۶ محکوم علیه محکوم است به پرداخت مبلغ ۳۴۰،۰۰۰،۰۰۰ ریال بابت اصل خواسته و هزینه دادرسی در حق محکوم له و نیم عشر دولتی. محکوم له تقاضای توقیف و فروش اموال محکوم علیه را نموده و ملک توقیفی توسط کارشناس رسمی دادگستری ارزیابی گردیده است. لذا مقرر است مزایده در تاریخ ۱۳۹۷/۴/۱۹ ساعت ۱۰ صبح در محل دفتر اجرای احکام مدنی مشهد برگزار گردد. طالبین خرید می توانند پنج روز قبل از جلسه مزایده از ملک بازدید نمایند. برنده مزایده کسی است که بالاترین قیمت را پیشنهاد نماید و ده درصد قیمت پیشنهادی را فی المجلس به عنوان سپرده پرداخت نماید. [1560, 1103, 1920, 1222]
notice-heading: شماره بایگانی پرونده : ۹۷۰۱۰۵ [1260, 254, 1449, 269]
notice-signature: م.الف ۸۸۶۲ - مسئول دفتر شعبه ۱۳۱ شورای حل اختلاف مشهد [1994, 508, 2305, 521]
notice-signature: رئیس اداره ثبت اسناد و املاک فریمان [962, 695, 1149, 707]
notice-subheading: خواهان : سید محمد طاهر جلالی [1645, 281, 1834, 295]
notice-heading: آگهی مزایده اموال منقول و غیرمنقول [466, 1010, 703, 1025]
